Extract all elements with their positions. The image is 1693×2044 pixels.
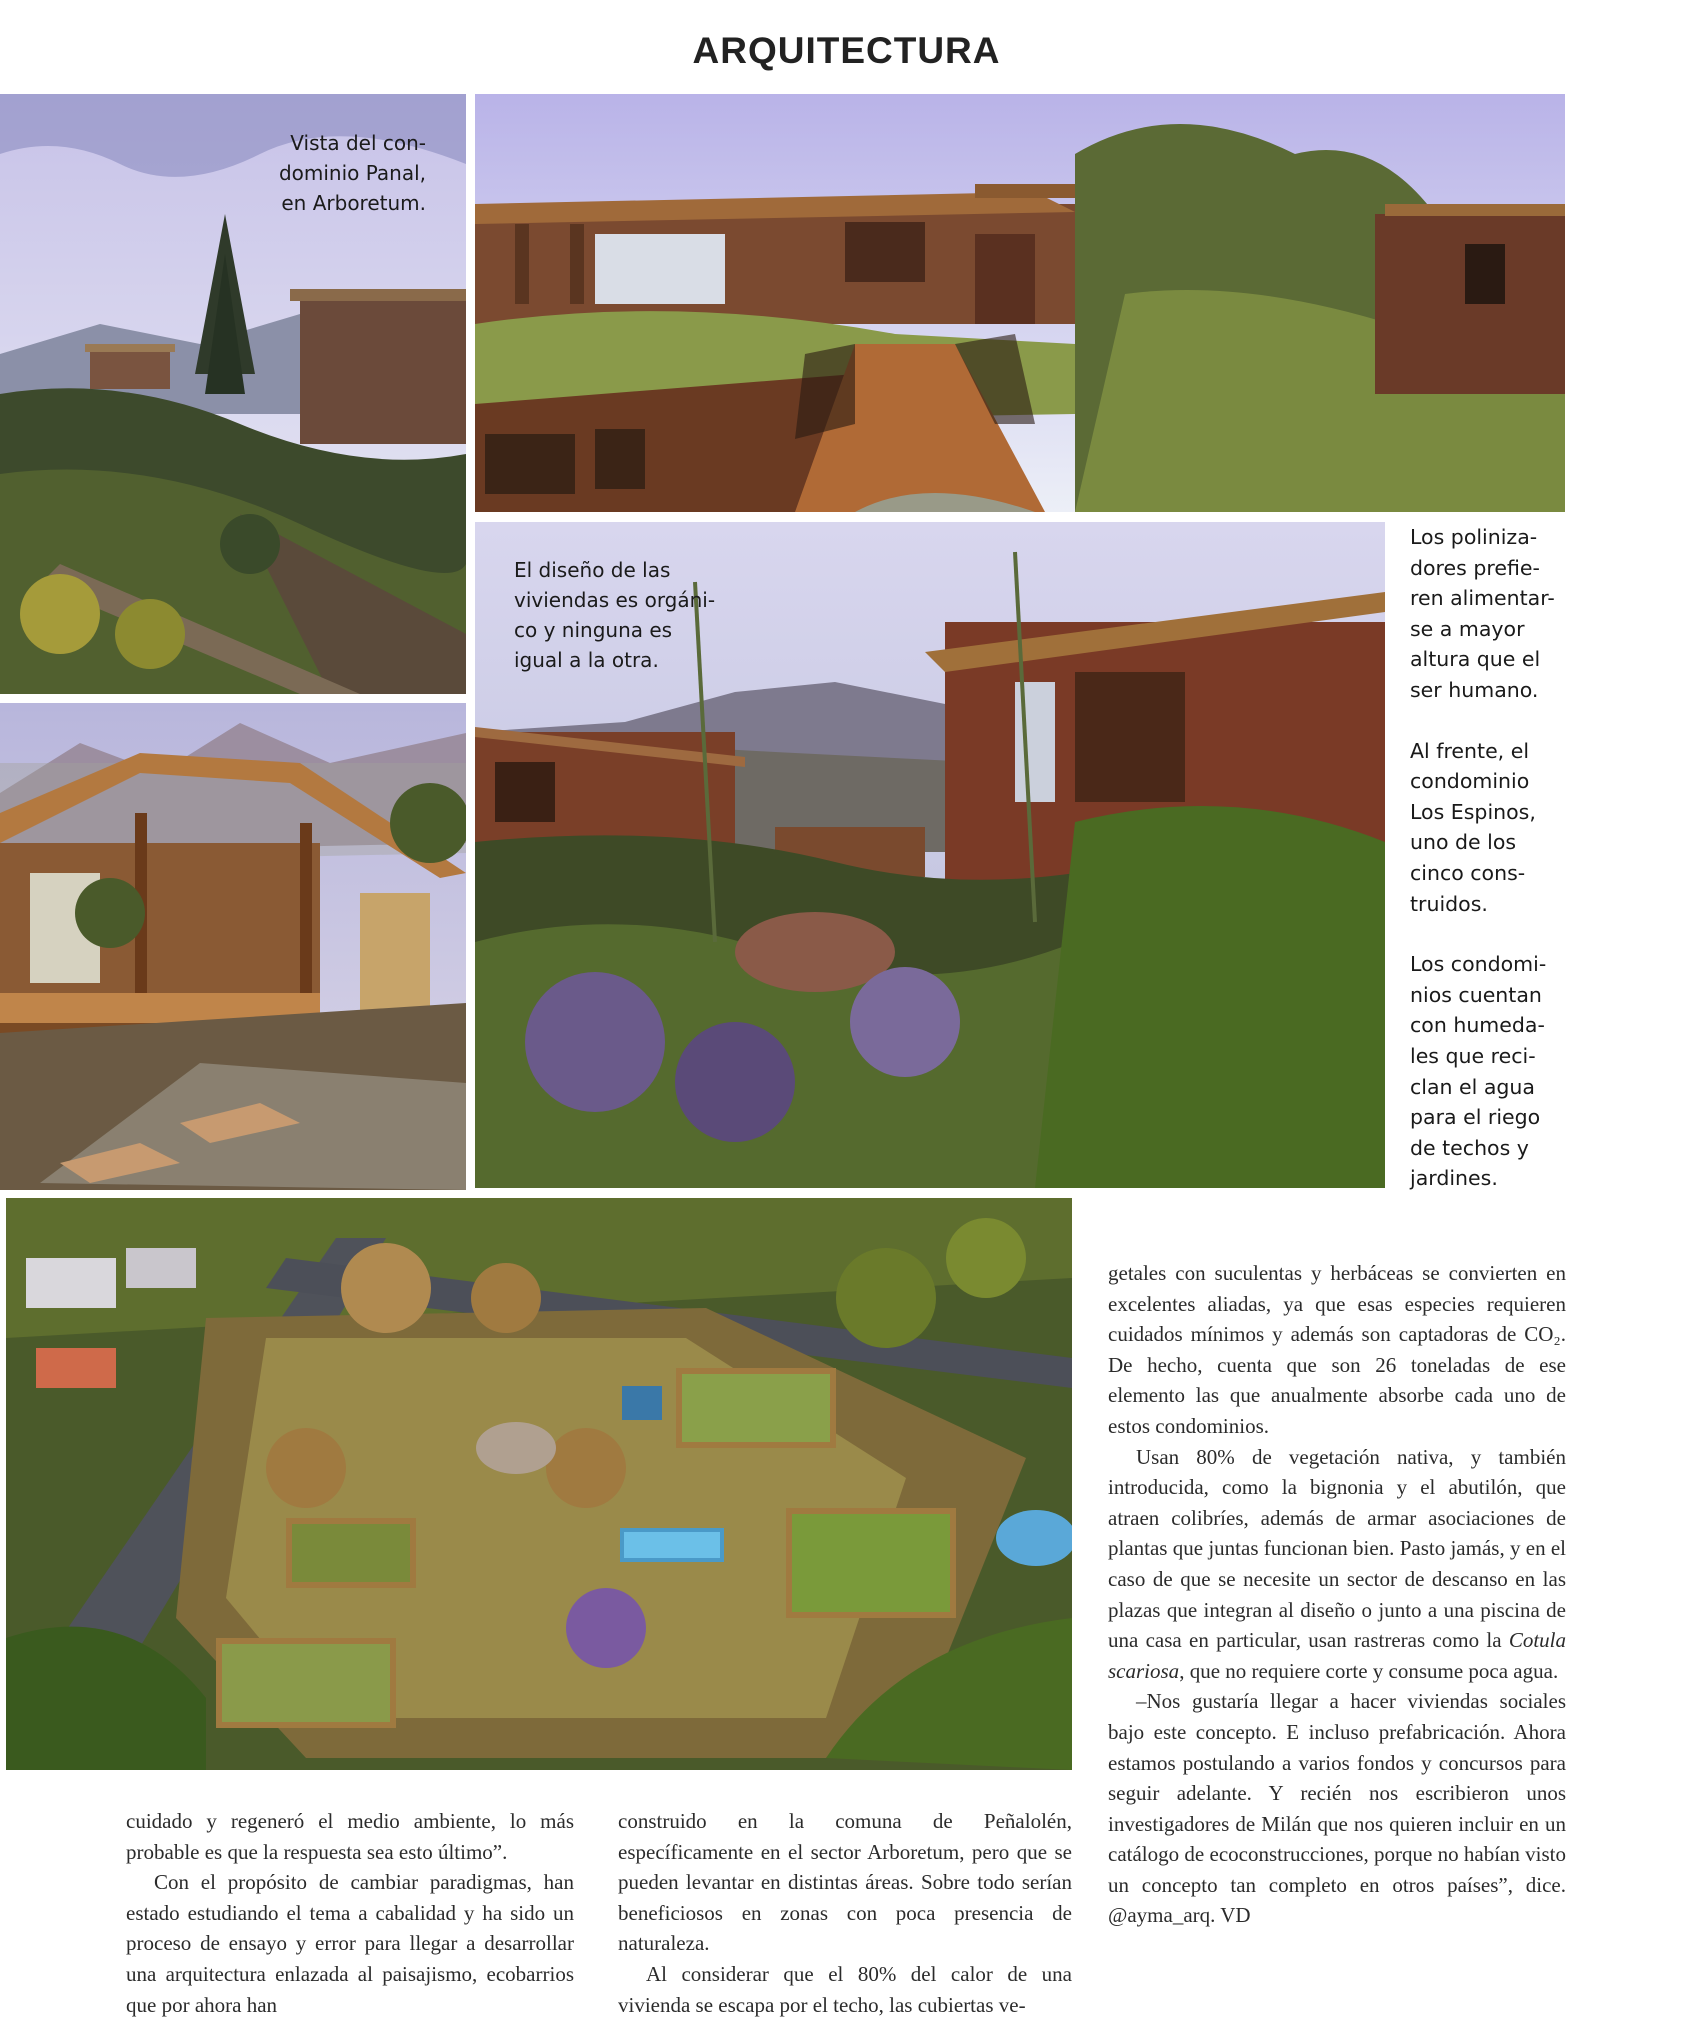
article-paragraph bbox=[1108, 1442, 1566, 1687]
article-paragraph: getales con suculentas y herbáceas se convierten en excelentes aliadas, ya que esas especies requieren cuidados mínimos y además son captadoras de CO₂. De hecho, cuenta que son 26 toneladas de ese elemento las que anualmente absorbe cada uno de estos condominios. bbox=[1108, 1261, 1566, 1438]
article-paragraph: Al considerar que el 80% del calor de una vivienda se escapa por el techo, las cubiertas ve- bbox=[618, 1961, 1072, 2017]
article-paragraph: –Nos gustaría llegar a hacer viviendas sociales bajo este concepto. E incluso prefabricación. Ahora estamos postulando a varios fondos y concursos para seguir adelante. Y recién nos escribieron unos investigadores de Milán que nos quieren incluir en un catálogo de ecoconstrucciones, porque no habían visto un concepto tan completo en otros países”, dice. @ayma_arq. VD bbox=[1108, 1689, 1566, 1928]
caption-panal: Vista del con- dominio Panal, en Arboretum. bbox=[278, 131, 426, 215]
caption-pollinators: Los poliniza- dores prefie- ren alimentar- se a mayor altura que el ser humano. bbox=[1410, 525, 1555, 702]
caption-wetlands: Los condomi- nios cuentan con humeda- les que reci- clan el agua para el riego de techos y jardines. bbox=[1410, 952, 1547, 1191]
species-name: Cotula scariosa bbox=[1108, 1628, 1566, 1683]
article-paragraph: Con el propósito de cambiar paradigmas, han estado estudiando el tema a cabalidad y ha sido un proceso de ensayo y error para llegar a desarrollar una arquitectura enlazada al paisajismo, ecobarrios que por ahora han bbox=[126, 1870, 574, 2017]
photo-aerial-condominium bbox=[6, 1198, 1072, 1770]
side-captions bbox=[1410, 522, 1580, 1224]
section-title: ARQUITECTURA bbox=[692, 30, 1001, 71]
photo-pergola-house bbox=[0, 703, 466, 1190]
photo-green-roof-house bbox=[475, 94, 1565, 512]
article-text: , que no requiere corte y consume poca agua. bbox=[1179, 1658, 1559, 1683]
article-text: Usan 80% de vegetación nativa, y también introducida, como la bignonia y el abutilón, que atraen colibríes, además de armar asociaciones de plantas que juntas funcionan bien. Pasto jamás, y en el caso de que se necesite un sector de descanso en las plazas que integran al diseño o junto a una piscina de una casa en particular, usan rastreras como la bbox=[1108, 1444, 1566, 1653]
caption-los-espinos: Al frente, el condominio Los Espinos, uno de los cinco cons- truidos. bbox=[1410, 738, 1536, 916]
article-column-2 bbox=[618, 1806, 1072, 2020]
caption-organic: El diseño de las viviendas es orgáni- co y ninguna es igual a la otra. bbox=[514, 558, 716, 672]
article-column-3 bbox=[1108, 1258, 1566, 1931]
article-column-1 bbox=[126, 1806, 574, 2020]
article-paragraph: construido en la comuna de Peñalolén, específicamente en el sector Arboretum, pero que se pueden levantar en distintas áreas. Sobre todo serían beneficiosos en zonas con poca presencia de naturaleza. bbox=[618, 1809, 1072, 1956]
article-paragraph: cuidado y regeneró el medio ambiente, lo más probable es que la respuesta sea esto último”. bbox=[126, 1809, 574, 1864]
